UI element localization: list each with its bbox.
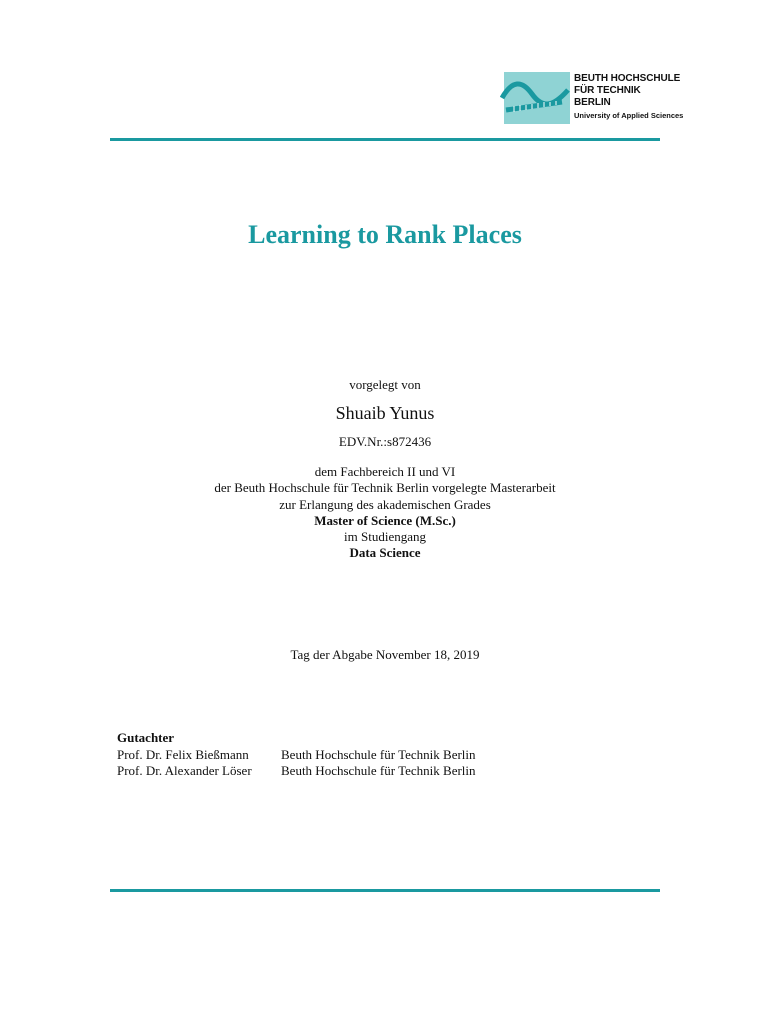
author-name: Shuaib Yunus [335,403,435,423]
program-name: Data Science [349,545,421,561]
logo-line-3: BERLIN [574,97,611,108]
reviewer-institution: Beuth Hochschule für Technik Berlin [281,746,476,762]
submission-date: Tag der Abgabe November 18, 2019 [290,647,480,662]
edv-number: EDV.Nr.:s872436 [338,434,432,449]
top-divider [110,138,660,141]
reviewer-row [117,763,476,780]
logo-subtitle: University of Applied Sciences [574,111,684,120]
university-line: der Beuth Hochschule für Technik Berlin vorgelegte Masterarbeit [214,480,556,496]
submitted-by-label: vorgelegt von [349,377,421,392]
logo-line-2: FÜR TECHNIK [574,85,641,96]
reviewers-section [117,730,476,780]
faculty-line: dem Fachbereich II und VI [314,464,456,479]
thesis-description [0,464,770,562]
logo-wordmark [574,73,683,122]
thesis-title: Learning to Rank Places [248,220,522,249]
university-logo [500,72,684,128]
logo-line-1: BEUTH HOCHSCHULE [574,73,681,84]
reviewer-name: Prof. Dr. Alexander Löser [117,763,252,778]
program-intro-line: im Studiengang [344,529,426,545]
reviewers-heading: Gutachter [117,730,175,745]
degree-name: Master of Science (M.Sc.) [314,512,456,528]
reviewer-row [117,747,476,764]
bottom-divider [110,889,660,892]
reviewer-institution: Beuth Hochschule für Technik Berlin [281,763,476,778]
reviewer-name: Prof. Dr. Felix Bießmann [117,746,249,762]
beuth-logo-mark-icon [500,72,570,124]
degree-intro-line: zur Erlangung des akademischen Grades [279,496,491,512]
